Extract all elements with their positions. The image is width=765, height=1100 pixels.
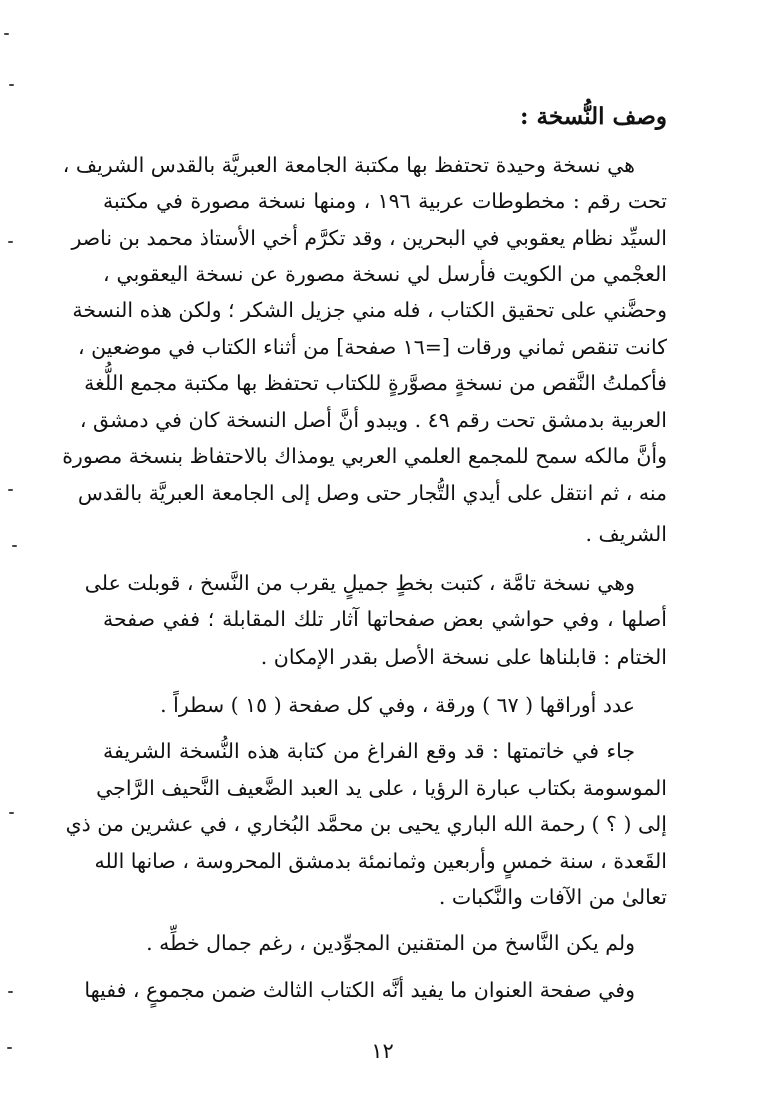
text-line: تعالىٰ من الآفات والنَّكبات .: [438, 885, 667, 909]
section-heading: وصف النُّسخة :: [520, 103, 667, 130]
margin-mark: [12, 545, 17, 547]
text-line: عدد أوراقها ( ٦٧ ) ورقة ، وفي كل صفحة ( ١٥ ) سطراً .: [160, 693, 635, 717]
text-line: منه ، ثم انتقل على أيدي التُّجار حتى وصل إلى الجامعة العبريَّة بالقدس: [77, 481, 667, 505]
margin-mark: [4, 33, 9, 35]
margin-mark: [8, 489, 13, 491]
text-line: العربية بدمشق تحت رقم ٤٩ . ويبدو أنَّ أصل النسخة كان في دمشق ،: [79, 408, 667, 432]
text-line: تحت رقم : مخطوطات عربية ١٩٦ ، ومنها نسخة مصورة في مكتبة: [103, 189, 667, 213]
text-line: هي نسخة وحيدة تحتفظ بها مكتبة الجامعة العبريَّة بالقدس الشريف ،: [62, 153, 635, 177]
text-line: ولم يكن النَّاسخ من المتقنين المجوِّدين ، رغم جمال خطِّه .: [146, 931, 635, 955]
page-number: ١٢: [371, 1039, 394, 1063]
margin-mark: [8, 241, 13, 243]
text-line: إلى ( ؟ ) رحمة الله الباري يحيى بن محمَّد البُخاري ، في عشرين من ذي: [65, 812, 667, 836]
text-line: فأكملتُ النَّقص من نسخةٍ مصوَّرةٍ للكتاب تحتفظ بها مكتبة مجمع اللُّغة: [84, 371, 667, 395]
text-line: الختام : قابلناها على نسخة الأصل بقدر الإمكان .: [260, 645, 667, 669]
text-line: وحضَّني على تحقيق الكتاب ، فله مني جزيل الشكر ؛ ولكن هذه النسخة: [72, 298, 667, 322]
margin-mark: [9, 84, 14, 86]
text-line: جاء في خاتمتها : قد وقع الفراغ من كتابة هذه النُّسخة الشريفة: [103, 739, 635, 763]
text-line: الشريف .: [585, 522, 667, 546]
text-line: القَعدة ، سنة خمسٍ وأربعين وثمانمئة بدمشق المحروسة ، صانها الله: [94, 849, 667, 873]
text-line: كانت تنقص ثماني ورقات [=١٦ صفحة] من أثناء الكتاب في موضعين ،: [77, 335, 667, 359]
margin-mark: [8, 991, 13, 993]
margin-mark: [9, 812, 14, 814]
text-line: أصلها ، وفي حواشي بعض صفحاتها آثار تلك المقابلة ؛ ففي صفحة: [103, 607, 667, 631]
text-line: وأنَّ مالكه سمح للمجمع العلمي العربي يومذاك بالاحتفاظ بنسخة مصورة: [62, 444, 667, 468]
text-line: العجْمي من الكويت فأرسل لي نسخة مصورة عن نسخة اليعقوبي ،: [103, 262, 667, 286]
text-line: وهي نسخة تامَّة ، كتبت بخطٍ جميلٍ يقرب من النَّسخ ، قوبلت على: [84, 571, 635, 595]
text-line: السيِّد نظام يعقوبي في البحرين ، وقد تكرَّم أخي الأستاذ محمد بن ناصر: [71, 226, 667, 250]
text-line: وفي صفحة العنوان ما يفيد أنَّه الكتاب الثالث ضمن مجموعٍ ، ففيها: [84, 978, 635, 1002]
text-line: الموسومة بكتاب عبارة الرؤيا ، على يد العبد الضَّعيف النَّحيف الرَّاجي: [96, 776, 667, 800]
